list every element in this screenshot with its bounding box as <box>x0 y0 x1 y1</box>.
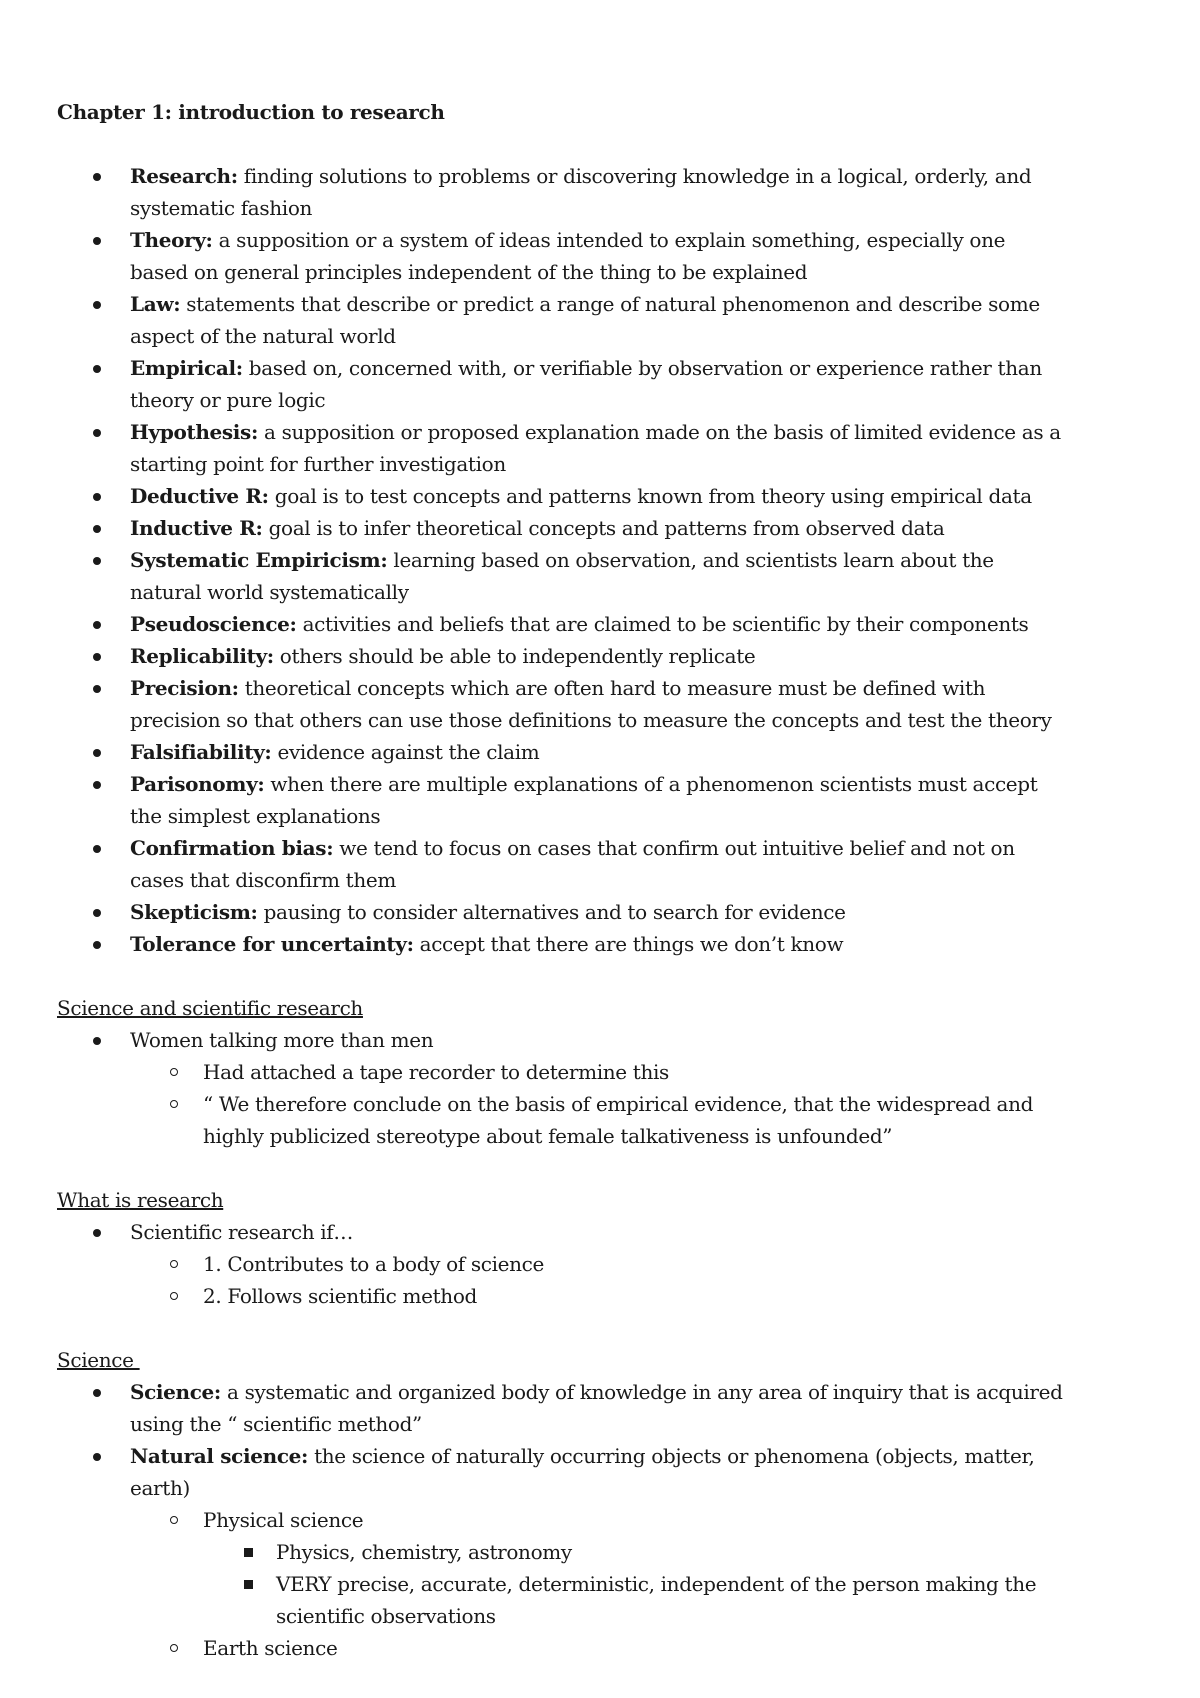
definition-term: Inductive R: <box>130 516 263 540</box>
list-item <box>57 608 1067 640</box>
definition-text: statements that describe or predict a range of natural phenomenon and describe some aspect of the natural world <box>130 292 1040 348</box>
sub-sub-list-item: Physics, chemistry, astronomy <box>203 1536 1067 1568</box>
list-item <box>57 160 1067 224</box>
definition-text: pausing to consider alternatives and to search for evidence <box>257 900 846 924</box>
sub-list <box>57 1248 1067 1312</box>
sub-list-item: “ We therefore conclude on the basis of empirical evidence, that the widespread and highly publicized stereotype about female talkativeness is unfounded” <box>130 1088 1067 1152</box>
section-heading-science-research: Science and scientific research <box>57 996 363 1020</box>
chapter-title: Chapter 1: introduction to research <box>57 100 445 124</box>
sub-list-item <box>130 1504 1067 1632</box>
sub-sub-list-item: VERY precise, accurate, deterministic, independent of the person making the scientific observations <box>203 1568 1067 1632</box>
list-item <box>57 352 1067 416</box>
definition-term: Parisonomy: <box>130 772 265 796</box>
sub-list <box>57 1504 1067 1664</box>
sub-list-item: 2. Follows scientific method <box>130 1280 1067 1312</box>
definition-text: others should be able to independently replicate <box>273 644 756 668</box>
sub-list-item: Earth science <box>130 1632 1067 1664</box>
sub-list-item: Had attached a tape recorder to determine this <box>130 1056 1067 1088</box>
list-item <box>57 1216 1067 1312</box>
definition-term: Natural science: <box>130 1444 309 1468</box>
definition-term: Research: <box>130 164 238 188</box>
list-item <box>57 832 1067 896</box>
list-item <box>57 768 1067 832</box>
list-item-text: Women talking more than men <box>130 1028 434 1052</box>
definition-text: a systematic and organized body of knowledge in any area of inquiry that is acquired using the “ scientific method” <box>130 1380 1063 1436</box>
list-item <box>57 480 1067 512</box>
definition-term: Hypothesis: <box>130 420 258 444</box>
list-item <box>57 1024 1067 1152</box>
definition-text: the science of naturally occurring objects or phenomena (objects, matter, earth) <box>130 1444 1035 1500</box>
definition-text: when there are multiple explanations of a phenomenon scientists must accept the simplest explanations <box>130 772 1038 828</box>
definition-text: finding solutions to problems or discovering knowledge in a logical, orderly, and systematic fashion <box>130 164 1032 220</box>
list-item <box>57 512 1067 544</box>
sub-list <box>57 1056 1067 1152</box>
definition-term: Law: <box>130 292 181 316</box>
list-item <box>57 544 1067 608</box>
what-is-research-list <box>57 1216 1067 1312</box>
list-item <box>57 736 1067 768</box>
list-item <box>57 288 1067 352</box>
list-item-text: Scientific research if… <box>130 1220 353 1244</box>
section-heading-science: Science <box>57 1348 140 1372</box>
definition-text: learning based on observation, and scientists learn about the natural world systematically <box>130 548 994 604</box>
definition-text: activities and beliefs that are claimed to be scientific by their components <box>296 612 1029 636</box>
list-item <box>57 1440 1067 1664</box>
definition-text: goal is to infer theoretical concepts and patterns from observed data <box>262 516 945 540</box>
definition-text: a supposition or a system of ideas intended to explain something, especially one based on general principles independent of the thing to be explained <box>130 228 1006 284</box>
definitions-list <box>57 160 1067 960</box>
definition-term: Falsifiability: <box>130 740 272 764</box>
science-research-list <box>57 1024 1067 1152</box>
section-heading-what-is-research: What is research <box>57 1188 224 1212</box>
definition-text: a supposition or proposed explanation made on the basis of limited evidence as a starting point for further investigation <box>130 420 1061 476</box>
definition-term: Empirical: <box>130 356 243 380</box>
definition-term: Confirmation bias: <box>130 836 334 860</box>
definition-term: Precision: <box>130 676 239 700</box>
definition-text: we tend to focus on cases that confirm out intuitive belief and not on cases that disconfirm them <box>130 836 1015 892</box>
definition-text: theoretical concepts which are often hard to measure must be defined with precision so that others can use those definitions to measure the concepts and test the theory <box>130 676 1052 732</box>
list-item <box>57 672 1067 736</box>
definition-term: Systematic Empiricism: <box>130 548 388 572</box>
sub-list-item: 1. Contributes to a body of science <box>130 1248 1067 1280</box>
list-item <box>57 1376 1067 1440</box>
list-item <box>57 928 1067 960</box>
definition-term: Science: <box>130 1380 221 1404</box>
definition-term: Tolerance for uncertainty: <box>130 932 414 956</box>
definition-text: based on, concerned with, or verifiable by observation or experience rather than theory or pure logic <box>130 356 1042 412</box>
list-item <box>57 896 1067 928</box>
definition-text: goal is to test concepts and patterns known from theory using empirical data <box>268 484 1032 508</box>
definition-text: accept that there are things we don’t know <box>413 932 844 956</box>
list-item <box>57 640 1067 672</box>
list-item <box>57 416 1067 480</box>
sub-list-item-text: Physical science <box>203 1508 364 1532</box>
sub-sub-list <box>130 1536 1067 1632</box>
definition-text: evidence against the claim <box>271 740 540 764</box>
list-item <box>57 224 1067 288</box>
definition-term: Theory: <box>130 228 213 252</box>
definition-term: Skepticism: <box>130 900 258 924</box>
definition-term: Deductive R: <box>130 484 269 508</box>
definition-term: Replicability: <box>130 644 274 668</box>
definition-term: Pseudoscience: <box>130 612 297 636</box>
science-list <box>57 1376 1067 1664</box>
